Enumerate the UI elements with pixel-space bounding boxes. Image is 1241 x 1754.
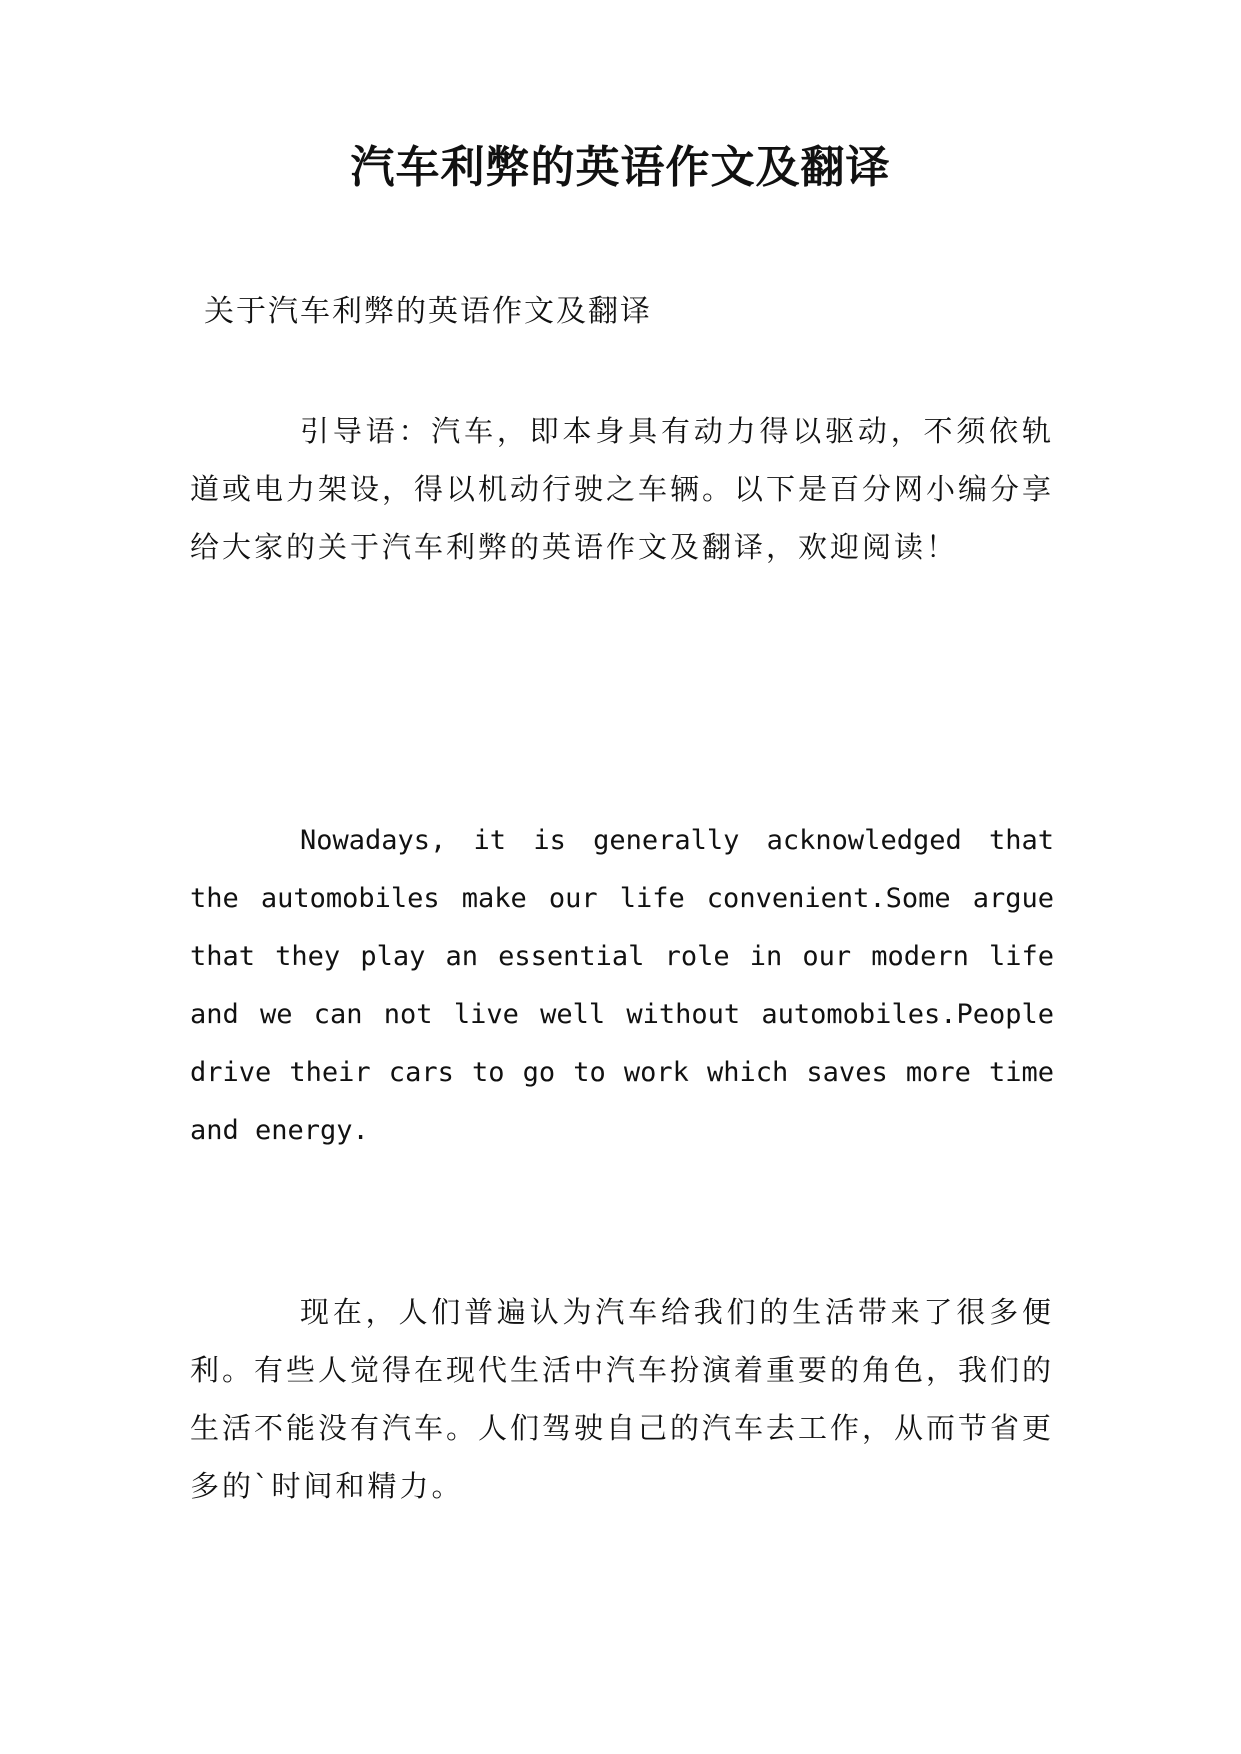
english-paragraph: Nowadays, it is generally acknowledged that the automobiles make our life convenient.Some argue that they play an essential role in our modern life and we can not live well without automobiles.People drive their cars to go to work which saves more time and energy. — [190, 825, 1054, 1146]
translation-paragraph: 现在，人们普遍认为汽车给我们的生活带来了很多便利。有些人觉得在现代生活中汽车扮演着重要的角色，我们的生活不能没有汽车。人们驾驶自己的汽车去工作，从而节省更多的`时间和精力。 — [190, 1295, 1055, 1503]
document-subtitle: 关于汽车利弊的英语作文及翻译 — [204, 294, 652, 329]
document-title: 汽车利弊的英语作文及翻译 — [350, 142, 891, 193]
intro-paragraph: 引导语：汽车，即本身具有动力得以驱动，不须依轨道或电力架设，得以机动行驶之车辆。以下是百分网小编分享给大家的关于汽车利弊的英语作文及翻译，欢迎阅读！ — [190, 414, 1055, 564]
